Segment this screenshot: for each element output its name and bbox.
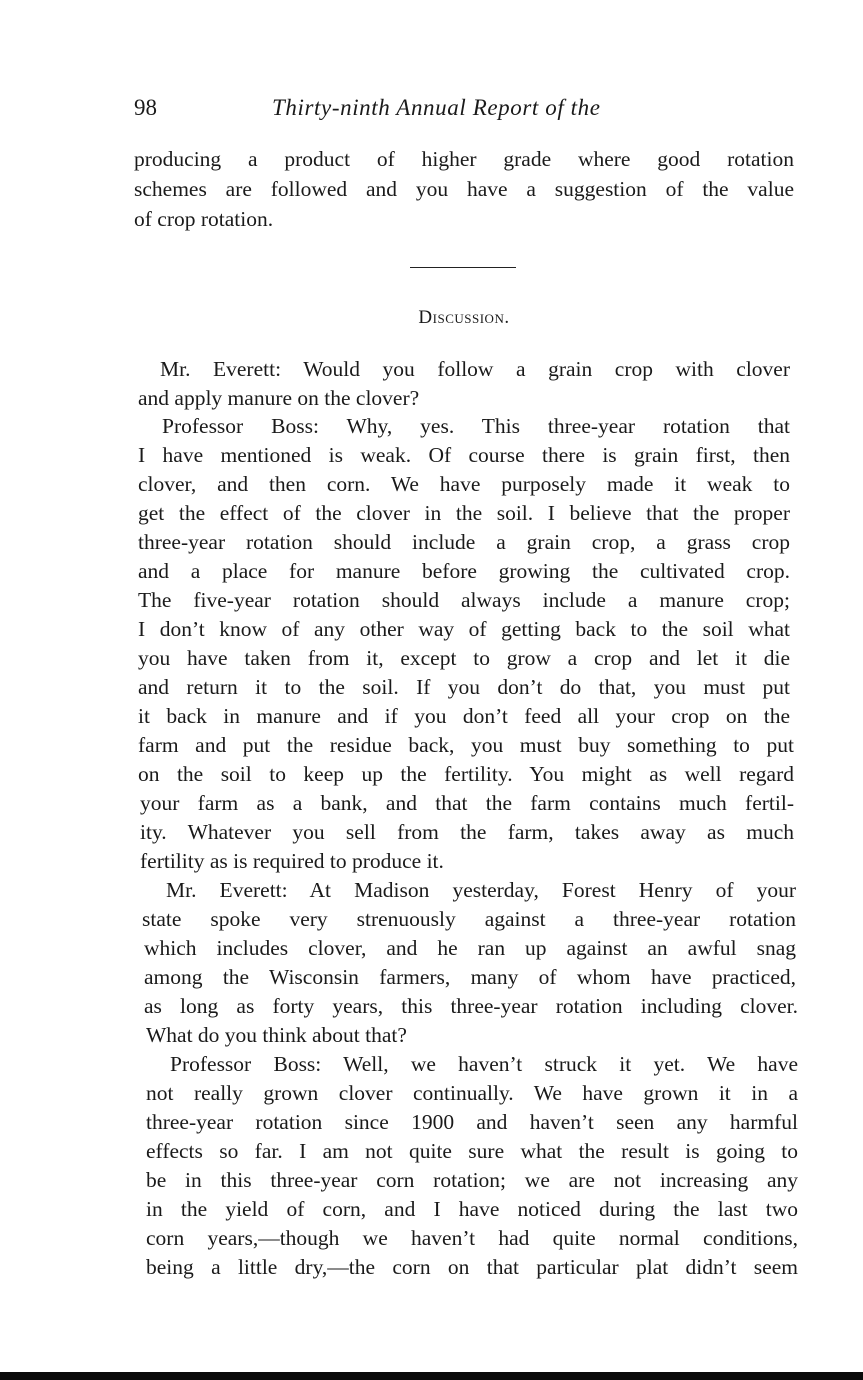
text-line: and a place for manure before growing the cultivated crop. <box>138 559 790 583</box>
text-line: on the soil to keep up the fertility. You might as well regard <box>138 762 794 786</box>
text-line: corn years,—though we haven’t had quite normal conditions, <box>146 1226 798 1250</box>
text-line: schemes are followed and you have a suggestion of the value <box>134 177 794 201</box>
text-line: which includes clover, and he ran up against an awful snag <box>144 936 796 960</box>
text-line: effects so far. I am not quite sure what the result is going to <box>146 1139 798 1163</box>
text-line: Professor Boss: Well, we haven’t struck it yet. We have <box>170 1052 798 1076</box>
running-title: Thirty-ninth Annual Report of the <box>272 95 601 120</box>
text-line: and return it to the soil. If you don’t do that, you must put <box>138 675 790 699</box>
text-line: among the Wisconsin farmers, many of whom have practiced, <box>144 965 796 989</box>
text-line: being a little dry,—the corn on that particular plat didn’t seem <box>146 1255 798 1279</box>
text-line: not really grown clover continually. We have grown it in a <box>146 1081 798 1105</box>
text-line: your farm as a bank, and that the farm contains much fertil- <box>140 791 794 815</box>
text-line: The five-year rotation should always include a manure crop; <box>138 588 790 612</box>
text-line: producing a product of higher grade where good rotation <box>134 147 794 171</box>
text-line: of crop rotation. <box>134 207 274 231</box>
text-line: it back in manure and if you don’t feed all your crop on the <box>138 704 790 728</box>
text-line: Mr. Everett: At Madison yesterday, Forest Henry of your <box>166 878 796 902</box>
text-line: Professor Boss: Why, yes. This three-year rotation that <box>162 414 790 438</box>
text-line: I have mentioned is weak. Of course there is grain first, then <box>138 443 790 467</box>
text-line: I don’t know of any other way of getting back to the soil what <box>138 617 790 641</box>
text-line: three-year rotation should include a grain crop, a grass crop <box>138 530 790 554</box>
text-line: What do you think about that? <box>146 1023 407 1047</box>
text-line: fertility as is required to produce it. <box>140 849 444 873</box>
page-header <box>134 92 804 124</box>
text-line: clover, and then corn. We have purposely made it weak to <box>138 472 790 496</box>
text-line: get the effect of the clover in the soil. I believe that the proper <box>138 501 790 525</box>
text-line: farm and put the residue back, you must buy something to put <box>138 733 794 757</box>
section-title: Discussion. <box>418 307 510 328</box>
text-line: three-year rotation since 1900 and haven’t seen any harmful <box>146 1110 798 1134</box>
text-line: you have taken from it, except to grow a crop and let it die <box>138 646 790 670</box>
text-line: as long as forty years, this three-year rotation including clover. <box>144 994 798 1018</box>
page-number: 98 <box>134 95 157 120</box>
section-divider <box>410 267 516 268</box>
text-line: ity. Whatever you sell from the farm, takes away as much <box>140 820 794 844</box>
scan-edge-bar <box>0 1372 863 1380</box>
text-line: state spoke very strenuously against a three-year rotation <box>142 907 796 931</box>
text-line: and apply manure on the clover? <box>138 386 420 410</box>
text-line: be in this three-year corn rotation; we are not increasing any <box>146 1168 798 1192</box>
text-line: Mr. Everett: Would you follow a grain crop with clover <box>160 357 790 381</box>
text-line: in the yield of corn, and I have noticed during the last two <box>146 1197 798 1221</box>
